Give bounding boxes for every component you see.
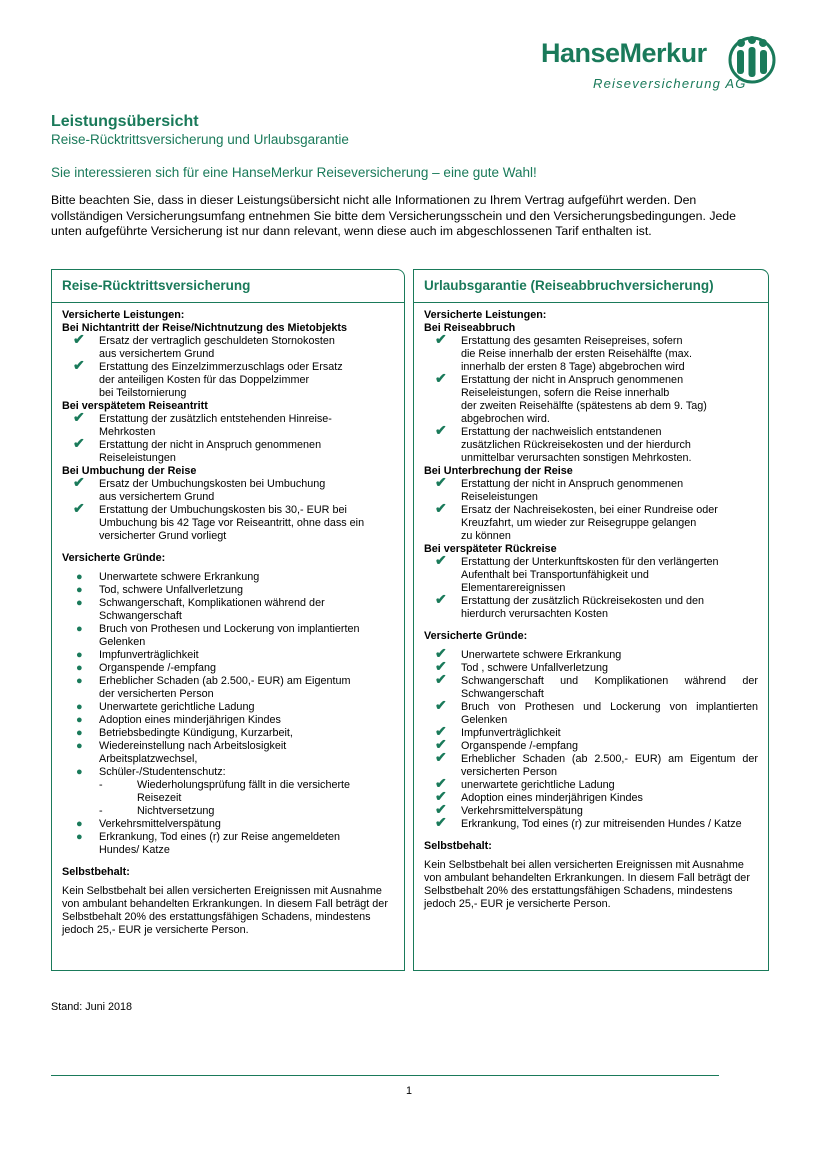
list-item-text: Verkehrsmittelverspätung: [461, 805, 583, 817]
list-item: [62, 766, 394, 779]
page-title: Leistungsübersicht: [51, 113, 199, 130]
list-item: [62, 818, 394, 831]
bullet-icon: ●: [76, 584, 83, 596]
check-icon: ✔: [435, 331, 447, 347]
list-item-text: Erstattung der nicht in Anspruch genommenen Reiseleistungen, sofern die Reise innerhalb der zweiten Reisehälfte (spätestens ab dem 9. Tag) abgebrochen wird.: [461, 374, 707, 425]
dash-mark: -: [99, 779, 103, 791]
list-item-text: Unerwartete schwere Erkrankung: [99, 571, 260, 583]
list-item: [62, 474, 394, 504]
list-item: [62, 662, 394, 675]
check-icon: ✔: [435, 658, 447, 674]
check-icon: ✔: [435, 645, 447, 661]
list-item: [62, 623, 394, 649]
check-icon: ✔: [435, 474, 447, 490]
list-item: [424, 749, 758, 779]
list-item-text: Erheblicher Schaden (ab 2.500,- EUR) am Eigentum der versicherten Person: [461, 753, 758, 778]
list-item-text: Adoption eines minderjährigen Kindes: [461, 792, 643, 804]
bullet-icon: ●: [76, 649, 83, 661]
list-item-text: Erstattung der zusätzlich entstehenden Hinreise- Mehrkosten: [99, 413, 332, 438]
list-item: [62, 727, 394, 740]
bullet-icon: ●: [76, 662, 83, 674]
dash-item-text: Nichtversetzung: [137, 805, 215, 817]
list-item: [424, 736, 758, 753]
check-icon: ✔: [435, 370, 447, 386]
section-label-leistungen: Versicherte Leistungen:: [62, 309, 185, 321]
list-item-text: Organspende /-empfang: [461, 740, 579, 752]
list-item-text: Erheblicher Schaden (ab 2.500,- EUR) am Eigentum der versicherten Person: [99, 675, 351, 700]
list-item: [424, 723, 758, 740]
list-item-text: Erstattung der Unterkunftskosten für den verlängerten Aufenthalt bei Transportunfähigkeit und Elementarereignissen: [461, 556, 719, 594]
check-icon: ✔: [435, 775, 447, 791]
list-item-text: Ersatz der vertraglich geschuldeten Stornokosten aus versichertem Grund: [99, 335, 335, 360]
bullet-icon: ●: [76, 714, 83, 726]
list-item: [424, 370, 758, 426]
list-item: [424, 331, 758, 374]
bullet-icon: ●: [76, 831, 83, 843]
list-item-text: Verkehrsmittelverspätung: [99, 818, 221, 830]
list-item-text: Unerwartete gerichtliche Ladung: [99, 701, 255, 713]
list-item-text: Erstattung der nicht in Anspruch genommenen Reiseleistungen: [461, 478, 684, 503]
check-icon: ✔: [435, 422, 447, 438]
check-icon: ✔: [435, 723, 447, 739]
page-number: 1: [406, 1085, 413, 1097]
list-item-text: Schwangerschaft und Komplikationen während der Schwangerschaft: [461, 675, 758, 700]
box-body: [52, 303, 404, 937]
intro-text: Sie interessieren sich für eine HanseMerkur Reiseversicherung – eine gute Wahl!: [51, 165, 537, 180]
list-item-text: Erkrankung, Tod eines (r) zur Reise angemeldeten Hundes/ Katze: [99, 831, 341, 856]
list-item: [62, 597, 394, 623]
list-item: [62, 357, 394, 400]
group-heading: Bei Nichtantritt der Reise/Nichtnutzung des Mietobjekts: [62, 322, 347, 334]
list-item: [424, 591, 758, 621]
list-item-text: Schüler-/Studentenschutz:: [99, 766, 226, 778]
group-heading: Bei verspäteter Rückreise: [424, 543, 557, 555]
check-icon: ✔: [73, 474, 85, 490]
check-icon: ✔: [435, 814, 447, 830]
list-item-text: Betriebsbedingte Kündigung, Kurzarbeit,: [99, 727, 293, 739]
footer-divider: [51, 1075, 719, 1076]
company-logo: [541, 38, 777, 98]
stand-date: Stand: Juni 2018: [51, 1001, 133, 1013]
bullet-icon: ●: [76, 766, 83, 778]
list-item-text: Erkrankung, Tod eines (r) zur mitreisenden Hundes / Katze: [461, 818, 742, 830]
list-item: [62, 675, 394, 701]
check-icon: ✔: [73, 409, 85, 425]
list-item-text: Impfunverträglichkeit: [461, 727, 561, 739]
bullet-icon: ●: [76, 597, 83, 609]
logo-subtitle: Reiseversicherung AG: [593, 76, 747, 91]
section-label-selbstbehalt: Selbstbehalt:: [62, 866, 130, 878]
bullet-icon: ●: [76, 571, 83, 583]
box-body: [414, 303, 768, 911]
bullet-icon: ●: [76, 675, 83, 687]
hansemerkur-figures-icon: [727, 34, 777, 86]
list-item: [424, 552, 758, 595]
box-urlaubsgarantie: [413, 269, 769, 971]
check-icon: ✔: [435, 801, 447, 817]
section-label-gruende: Versicherte Gründe:: [62, 552, 166, 564]
bullet-icon: ●: [76, 727, 83, 739]
list-item-text: Erstattung der Umbuchungskosten bis 30,- EUR bei Umbuchung bis 42 Tage vor Reiseantritt, ohne dass ein versicherter Grund vorliegt: [99, 504, 365, 542]
selbstbehalt-text: Kein Selbstbehalt bei allen versicherten Ereignissen mit Ausnahme von ambulant behandelten Erkrankungen. In diesem Fall beträgt der Selbstbehalt 20% des erstattungsfähigen Schadens, mindestens jedoch 25,- EUR je versicherte Person.: [424, 859, 750, 910]
box-reise-ruecktritt: [51, 269, 405, 971]
list-item: [424, 775, 758, 792]
dash-item: [62, 779, 394, 805]
list-item-text: Erstattung des gesamten Reisepreises, sofern die Reise innerhalb der ersten Reisehälfte (max. innerhalb der ersten 8 Tage) abgebrochen wird: [461, 335, 693, 373]
box-title: Reise-Rücktrittsversicherung: [52, 270, 404, 303]
list-item-text: Wiedereinstellung nach Arbeitslosigkeit Arbeitsplatzwechsel,: [99, 740, 287, 765]
check-icon: ✔: [435, 591, 447, 607]
list-item: [424, 671, 758, 701]
list-item: [62, 649, 394, 662]
list-item-text: Ersatz der Umbuchungskosten bei Umbuchung aus versichertem Grund: [99, 478, 326, 503]
check-icon: ✔: [73, 500, 85, 516]
list-item-text: Erstattung der nicht in Anspruch genommenen Reiseleistungen: [99, 439, 322, 464]
check-icon: ✔: [73, 331, 85, 347]
list-item-text: unerwartete gerichtliche Ladung: [461, 779, 615, 791]
list-item-text: Erstattung des Einzelzimmerzuschlags oder Ersatz der anteiligen Kosten für das Doppelzimmer bei Teilstornierung: [99, 361, 343, 399]
dash-item: [62, 805, 394, 818]
list-item: [62, 714, 394, 727]
list-item-text: Erstattung der zusätzlich Rückreisekosten und den hierdurch verursachten Kosten: [461, 595, 705, 620]
section-label-gruende: Versicherte Gründe:: [424, 630, 528, 642]
list-item: [424, 422, 758, 465]
group-heading: Bei Umbuchung der Reise: [62, 465, 197, 477]
check-icon: ✔: [435, 736, 447, 752]
list-item-text: Bruch von Prothesen und Lockerung von implantierten Gelenken: [461, 701, 758, 726]
list-item: [62, 409, 394, 439]
section-label-leistungen: Versicherte Leistungen:: [424, 309, 547, 321]
check-icon: ✔: [435, 500, 447, 516]
list-item: [62, 740, 394, 766]
list-item: [424, 645, 758, 662]
dash-item-text: Wiederholungsprüfung fällt in die versicherte Reisezeit: [137, 779, 351, 804]
list-item-text: Schwangerschaft, Komplikationen während der Schwangerschaft: [99, 597, 325, 622]
check-icon: ✔: [435, 552, 447, 568]
bullet-icon: ●: [76, 818, 83, 830]
check-icon: ✔: [435, 788, 447, 804]
list-item: [62, 331, 394, 361]
list-item: [424, 788, 758, 805]
list-item: [62, 571, 394, 584]
check-icon: ✔: [435, 749, 447, 765]
list-item: [424, 814, 758, 831]
logo-brand: HanseMerkur: [541, 38, 707, 68]
bullet-icon: ●: [76, 701, 83, 713]
bullet-icon: ●: [76, 740, 83, 752]
list-item: [424, 658, 758, 675]
list-item-text: Adoption eines minderjährigen Kindes: [99, 714, 281, 726]
list-item: [424, 697, 758, 727]
group-heading: Bei Unterbrechung der Reise: [424, 465, 573, 477]
list-item-text: Impfunverträglichkeit: [99, 649, 199, 661]
check-icon: ✔: [435, 671, 447, 687]
list-item-text: Erstattung der nachweislich entstandenen zusätzlichen Rückreisekosten und der hierdurch unmittelbar verursachten sonstigen Mehrkosten.: [461, 426, 692, 464]
check-icon: ✔: [435, 697, 447, 713]
group-heading: Bei Reiseabbruch: [424, 322, 516, 334]
list-item: [424, 474, 758, 504]
list-item-text: Tod , schwere Unfallverletzung: [461, 662, 609, 674]
list-item: [424, 500, 758, 543]
list-item: [62, 584, 394, 597]
list-item: [424, 801, 758, 818]
check-icon: ✔: [73, 357, 85, 373]
page-subtitle: Reise-Rücktrittsversicherung und Urlaubsgarantie: [51, 132, 349, 147]
list-item: [62, 500, 394, 543]
dash-mark: -: [99, 805, 103, 817]
list-item-text: Bruch von Prothesen und Lockerung von implantierten Gelenken: [99, 623, 360, 648]
selbstbehalt-text: Kein Selbstbehalt bei allen versicherten Ereignissen mit Ausnahme von ambulant behandelten Erkrankungen. In diesem Fall beträgt der Selbstbehalt 20% des erstattungsfähigen Schadens, mindestens jedoch 25,- EUR je versicherte Person.: [62, 885, 388, 936]
bullet-icon: ●: [76, 623, 83, 635]
list-item-text: Tod, schwere Unfallverletzung: [99, 584, 244, 596]
box-title: Urlaubsgarantie (Reiseabbruchversicherung): [414, 270, 768, 303]
notice-paragraph: Bitte beachten Sie, dass in dieser Leistungsübersicht nicht alle Informationen zu Ihrem Vertrag aufgeführt werden. Den vollständigen Versicherungsumfang entnehmen Sie bitte dem Versicherungsschein und den Versicherungsbedingungen. Jede unten aufgeführte Versicherung ist nur dann relevant, wenn diese auch im abgeschlossenen Tarif enthalten ist.: [51, 193, 736, 238]
list-item-text: Organspende /-empfang: [99, 662, 217, 674]
check-icon: ✔: [73, 435, 85, 451]
list-item: [62, 701, 394, 714]
list-item: [62, 831, 394, 857]
section-label-selbstbehalt: Selbstbehalt:: [424, 840, 492, 852]
list-item-text: Unerwartete schwere Erkrankung: [461, 649, 622, 661]
list-item-text: Ersatz der Nachreisekosten, bei einer Rundreise oder Kreuzfahrt, um wieder zur Reisegruppe gelangen zu können: [461, 504, 718, 542]
group-heading: Bei verspätetem Reiseantritt: [62, 400, 208, 412]
list-item: [62, 435, 394, 465]
